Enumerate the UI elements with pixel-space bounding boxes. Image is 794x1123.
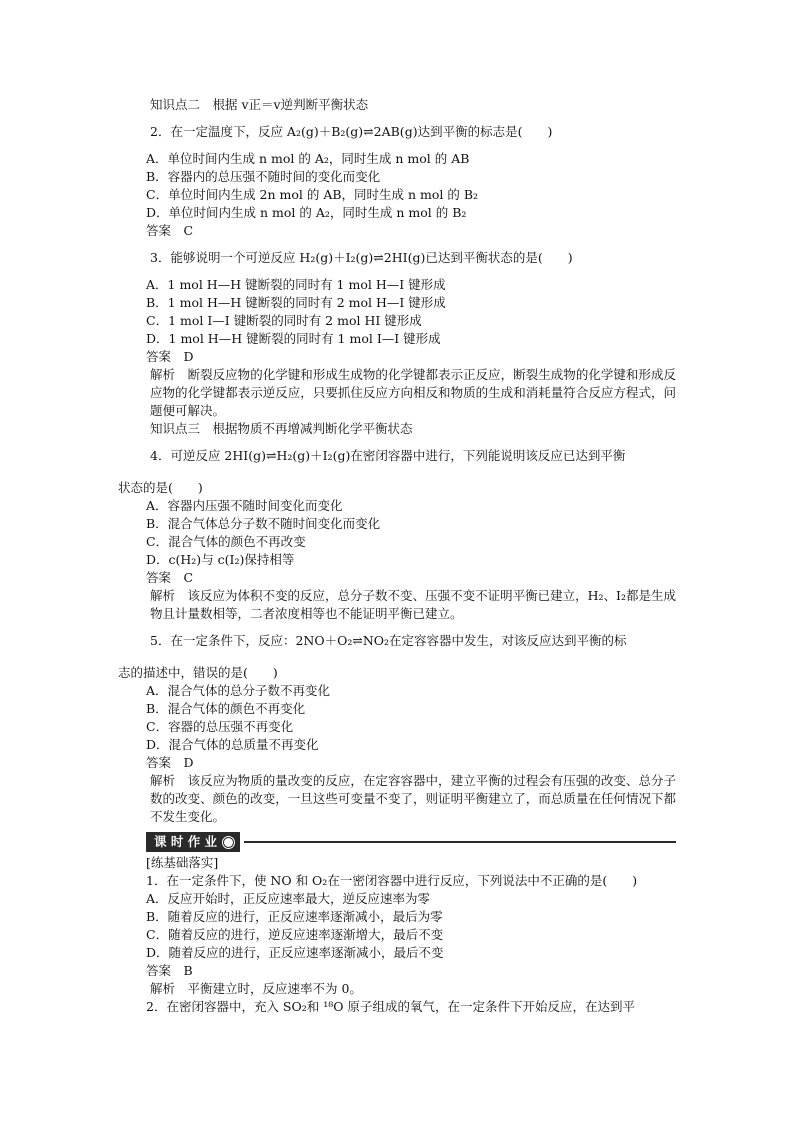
analysis: 解析 该反应为物质的量改变的反应，在定容容器中，建立平衡的过程会有压强的改变、总分子数的改变、颜色的改变，一旦这些可变量不变了，则证明平衡建立了，而总质量在任何情况下都不发生变化。: [150, 773, 676, 824]
option-a: A．容器内压强不随时间变化而变化: [146, 498, 343, 513]
option-b: B．随着反应的进行，正反应速率逐渐减小，最后为零: [146, 909, 443, 924]
banner-rule: [244, 841, 676, 843]
option-b: B．混合气体总分子数不随时间变化而变化: [146, 516, 381, 531]
homework-banner: [146, 832, 676, 852]
option-a: A．混合气体的总分子数不再变化: [146, 683, 331, 698]
option-d: D．1 mol H—H 键断裂的同时有 1 mol I—I 键形成: [146, 331, 441, 346]
option-c: C．单位时间内生成 2n mol 的 AB，同时生成 n mol 的 B₂: [146, 187, 479, 202]
question-stem: 5．在一定条件下，反应：2NO＋O₂⇌NO₂在定容容器中发生，对该反应达到平衡的标: [150, 633, 627, 648]
question-stem: 4．可逆反应 2HI(g)⇌H₂(g)＋I₂(g)在密闭容器中进行，下列能说明该反应已达到平衡: [150, 448, 626, 463]
option-d: D．混合气体的总质量不再变化: [146, 737, 319, 752]
answer: 答案 D: [146, 349, 194, 364]
option-a: A．1 mol H—H 键断裂的同时有 1 mol H—I 键形成: [146, 277, 446, 292]
option-c: C．混合气体的颜色不再改变: [146, 534, 306, 549]
option-d: D．单位时间内生成 n mol 的 A₂，同时生成 n mol 的 B₂: [146, 205, 467, 220]
analysis: 解析 平衡建立时，反应速率不为 0。: [150, 981, 362, 996]
option-b: B．1 mol H—H 键断裂的同时有 2 mol H—I 键形成: [146, 295, 446, 310]
analysis: 解析 该反应为体积不变的反应，总分子数不变、压强不变不证明平衡已建立，H₂、I₂都是生成物且计量数相等，二者浓度相等也不能证明平衡已建立。: [150, 588, 676, 621]
question-stem: 2．在一定温度下，反应 A₂(g)＋B₂(g)⇌2AB(g)达到平衡的标志是( ): [150, 124, 553, 139]
question-stem-cont: 状态的是( ): [118, 480, 203, 495]
option-d: D．随着反应的进行，正反应速率逐渐减小，最后不变: [146, 945, 444, 960]
analysis: 解析 断裂反应物的化学键和形成生成物的化学键都表示正反应，断裂生成物的化学键和形成反应物的化学键都表示逆反应，只要抓住反应方向相反和物质的生成和消耗量符合反应方程式，问题便可解决。: [150, 367, 676, 418]
option-b: B．容器内的总压强不随时间的变化而变化: [146, 169, 381, 184]
option-b: B．混合气体的颜色不再变化: [146, 701, 306, 716]
document-page: [118, 96, 676, 1016]
answer: 答案 B: [146, 963, 193, 978]
option-c: C．随着反应的进行，逆反应速率逐渐增大，最后不变: [146, 927, 444, 942]
answer: 答案 D: [146, 755, 194, 770]
option-c: C．容器的总压强不再变化: [146, 719, 294, 734]
option-d: D．c(H₂)与 c(I₂)保持相等: [146, 552, 295, 567]
option-c: C．1 mol I—I 键断裂的同时有 2 mol HI 键形成: [146, 313, 422, 328]
option-a: A．反应开始时，正反应速率最大，逆反应速率为零: [146, 891, 431, 906]
banner-box: [146, 832, 240, 852]
section-title: 知识点二 根据 v正＝v逆判断平衡状态: [150, 97, 369, 112]
answer: 答案 C: [146, 570, 194, 585]
answer: 答案 C: [146, 223, 194, 238]
circle-dot-icon: [223, 837, 234, 848]
option-a: A．单位时间内生成 n mol 的 A₂，同时生成 n mol 的 AB: [146, 151, 470, 166]
question-stem: 2．在密闭容器中，充入 SO₂和 ¹⁸O 原子组成的氧气，在一定条件下开始反应，在达到平: [146, 999, 635, 1014]
question-stem: 3．能够说明一个可逆反应 H₂(g)＋I₂(g)⇌2HI(g)已达到平衡状态的是( ): [150, 250, 573, 265]
practice-title: [练基础落实]: [146, 855, 219, 870]
question-stem: 1．在一定条件下，使 NO 和 O₂在一密闭容器中进行反应，下列说法中不正确的是( ): [146, 873, 638, 888]
question-stem-cont: 志的描述中，错误的是( ): [118, 665, 278, 680]
banner-label: 课 时 作 业: [154, 834, 218, 849]
section-title: 知识点三 根据物质不再增减判断化学平衡状态: [150, 421, 413, 436]
